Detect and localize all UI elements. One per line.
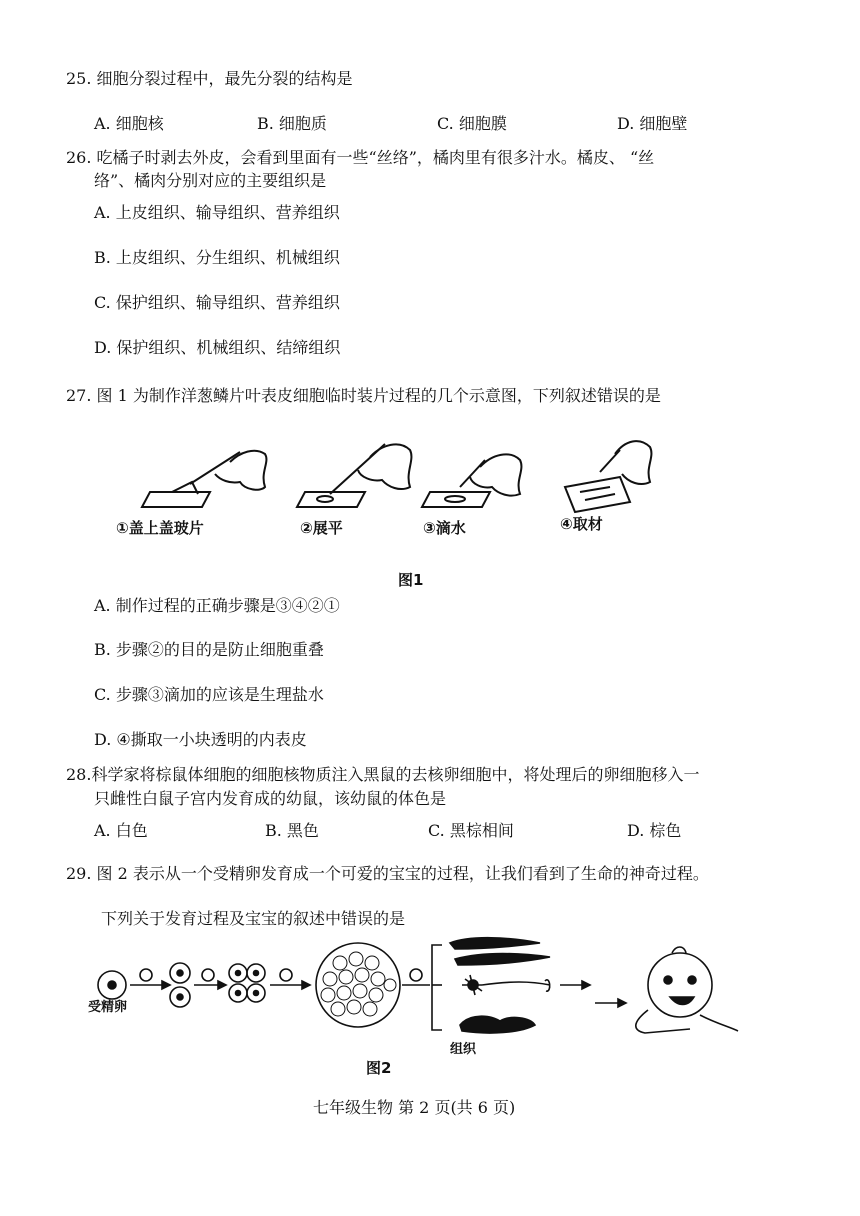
figure-1-caption: 图1 [398, 571, 424, 589]
q26-stem-line1: 26. 吃橘子时剥去外皮，会看到里面有一些“丝络”，橘肉里有很多汁水。橘皮、 “丝 [66, 148, 655, 167]
q28-stem-line1: 28.科学家将棕鼠体细胞的细胞核物质注入黑鼠的去核卵细胞中，将处理后的卵细胞移入一 [66, 765, 700, 784]
cover-slip-illustration [142, 451, 266, 507]
q29-stem-line2: 下列关于发育过程及宝宝的叙述中错误的是 [101, 909, 406, 928]
zygote-label: 受精卵 [88, 1000, 128, 1015]
page-footer: 七年级生物 第 2 页(共 6 页) [313, 1098, 516, 1117]
figure-1-step-4-label: ④取材 [560, 515, 603, 533]
figure-2-development-process [90, 935, 750, 1065]
figure-1-step-2-label: ②展平 [300, 519, 343, 537]
q25-option-b: B. 细胞质 [257, 114, 327, 133]
q28-option-d: D. 棕色 [627, 821, 682, 840]
q25-option-c: C. 细胞膜 [437, 114, 507, 133]
q27-option-a: A. 制作过程的正确步骤是③④②① [94, 596, 340, 615]
q25-option-a: A. 细胞核 [94, 114, 164, 133]
baby-illustration [636, 947, 738, 1033]
figure-1-step-1-label: ①盖上盖玻片 [116, 519, 204, 537]
q28-option-b: B. 黑色 [265, 821, 319, 840]
q26-option-a: A. 上皮组织、输导组织、营养组织 [94, 203, 340, 222]
q26-option-b: B. 上皮组织、分生组织、机械组织 [94, 248, 340, 267]
q29-stem-line1: 29. 图 2 表示从一个受精卵发育成一个可爱的宝宝的过程，让我们看到了生命的神奇过程。 [66, 864, 709, 883]
flatten-illustration [297, 444, 411, 507]
q25-option-d: D. 细胞壁 [617, 114, 688, 133]
q26-option-d: D. 保护组织、机械组织、结缔组织 [94, 338, 341, 357]
q27-option-c: C. 步骤③滴加的应该是生理盐水 [94, 685, 324, 704]
q28-option-c: C. 黑棕相间 [428, 821, 514, 840]
q25-stem: 25. 细胞分裂过程中，最先分裂的结构是 [66, 69, 353, 88]
q28-stem-line2: 只雌性白鼠子宫内发育成的幼鼠，该幼鼠的体色是 [94, 789, 447, 808]
figure-1-step-3-label: ③滴水 [423, 519, 466, 537]
q26-option-c: C. 保护组织、输导组织、营养组织 [94, 293, 340, 312]
q28-option-a: A. 白色 [94, 821, 148, 840]
q27-stem: 27. 图 1 为制作洋葱鳞片叶表皮细胞临时装片过程的几个示意图，下列叙述错误的是 [66, 386, 661, 405]
q27-option-b: B. 步骤②的目的是防止细胞重叠 [94, 640, 324, 659]
q27-option-d: D. ④撕取一小块透明的内表皮 [94, 730, 307, 749]
q26-stem-line2: 络”、橘肉分别对应的主要组织是 [94, 171, 327, 190]
take-material-illustration [565, 441, 651, 512]
figure-2-caption: 图2 [366, 1059, 392, 1077]
drop-water-illustration [422, 454, 521, 507]
tissue-label: 组织 [450, 1042, 477, 1057]
